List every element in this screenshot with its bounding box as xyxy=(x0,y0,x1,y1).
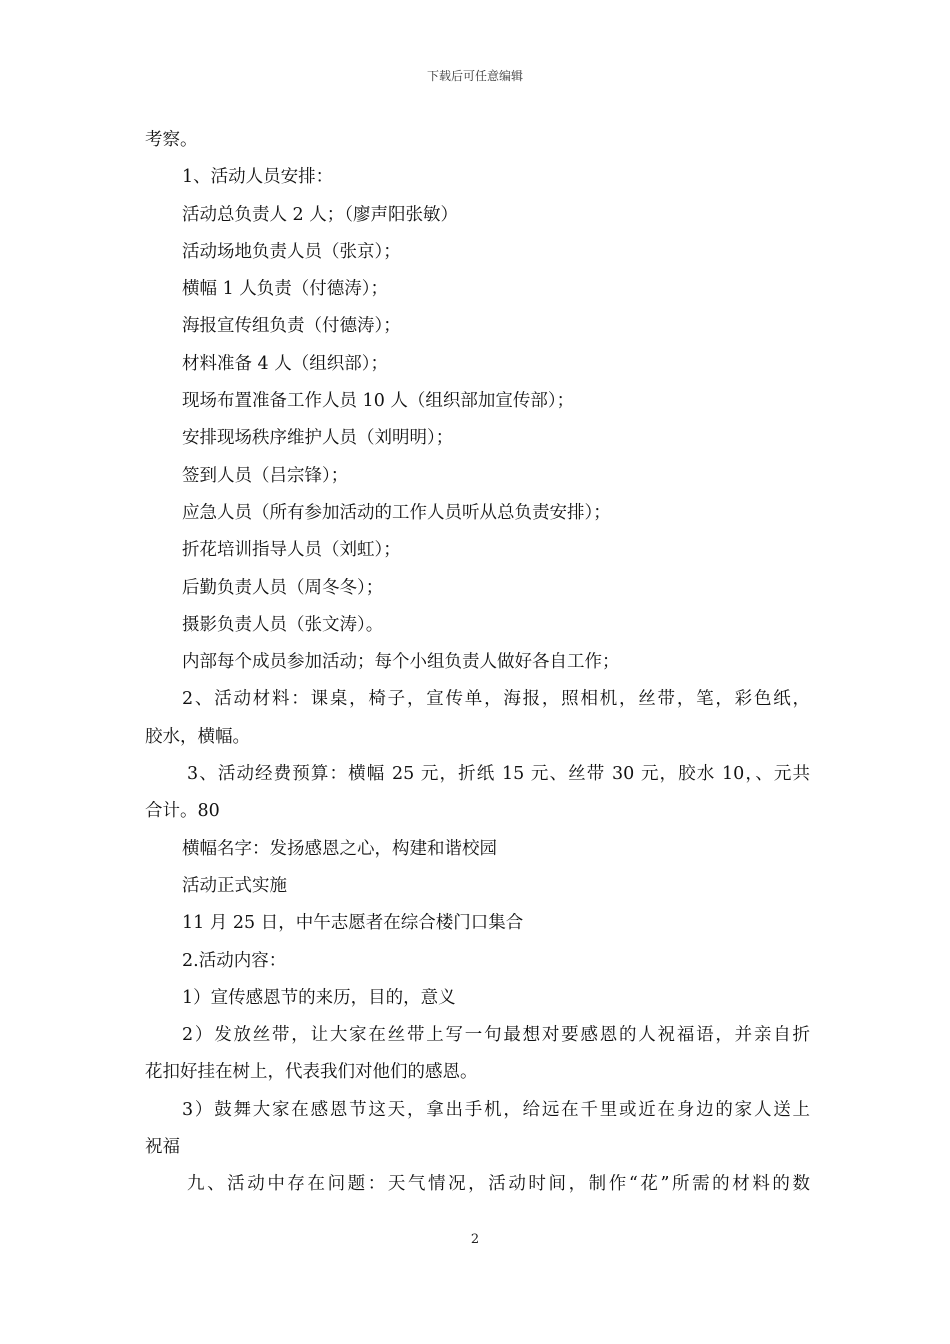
text-line: 横幅 1 人负责（付德涛）； xyxy=(182,279,389,300)
text-line: 11 月 25 日，中午志愿者在综合楼门口集合 xyxy=(182,913,524,934)
text-line: 活动总负责人 2 人；（廖声阳张敏） xyxy=(182,204,459,225)
text-line: 签到人员（吕宗锋）； xyxy=(182,465,349,486)
text-line: 1）宣传感恩节的来历，目的，意义 xyxy=(182,987,456,1008)
page-number: 2 xyxy=(470,1232,480,1247)
text-line: 折花培训指导人员（刘虹）； xyxy=(182,540,401,561)
text-line: 横幅名字：发扬感恩之心，构建和谐校园 xyxy=(182,838,497,859)
text-line: 2.活动内容： xyxy=(182,950,287,971)
text-line: 3、活动经费预算：横幅 25 元，折纸 15 元、丝带 30 元，胶水 10，、元共 xyxy=(187,764,810,785)
page-header: 下载后可任意编辑 xyxy=(426,69,523,83)
text-line: 3）鼓舞大家在感恩节这天，拿出手机，给远在千里或近在身边的家人送上 xyxy=(182,1099,810,1120)
text-line: 内部每个成员参加活动；每个小组负责人做好各自工作； xyxy=(182,652,620,673)
text-line: 摄影负责人员（张文涛）。 xyxy=(182,614,384,635)
text-line: 现场布置准备工作人员 10 人（组织部加宣传部）； xyxy=(182,391,575,412)
text-line: 活动场地负责人员（张京）； xyxy=(182,241,401,262)
text-line: 活动正式实施 xyxy=(182,875,287,896)
text-line: 九、活动中存在问题：天气情况，活动时间，制作“花”所需的材料的数 xyxy=(187,1174,810,1195)
text-line: 2）发放丝带，让大家在丝带上写一句最想对要感恩的人祝福语，并亲自折 xyxy=(182,1025,810,1046)
text-line: 祝福 xyxy=(145,1137,180,1158)
text-line: 2、活动材料：课桌，椅子，宣传单，海报，照相机，丝带，笔，彩色纸， xyxy=(182,689,810,710)
text-line: 应急人员（所有参加活动的工作人员听从总负责安排）； xyxy=(182,502,611,523)
text-line: 合计。80 xyxy=(145,801,220,822)
text-line: 材料准备 4 人（组织部）； xyxy=(182,353,389,374)
text-line: 胶水，横幅。 xyxy=(145,726,250,747)
text-line: 海报宣传组负责（付德涛）； xyxy=(182,316,401,337)
text-line: 后勤负责人员（周冬冬）； xyxy=(182,577,384,598)
text-line: 安排现场秩序维护人员（刘明明）； xyxy=(182,428,454,449)
document-body xyxy=(145,122,810,1204)
text-line: 花扣好挂在树上，代表我们对他们的感恩。 xyxy=(145,1062,478,1083)
text-line: 1、活动人员安排： xyxy=(182,167,334,188)
text-line: 考察。 xyxy=(145,130,198,150)
